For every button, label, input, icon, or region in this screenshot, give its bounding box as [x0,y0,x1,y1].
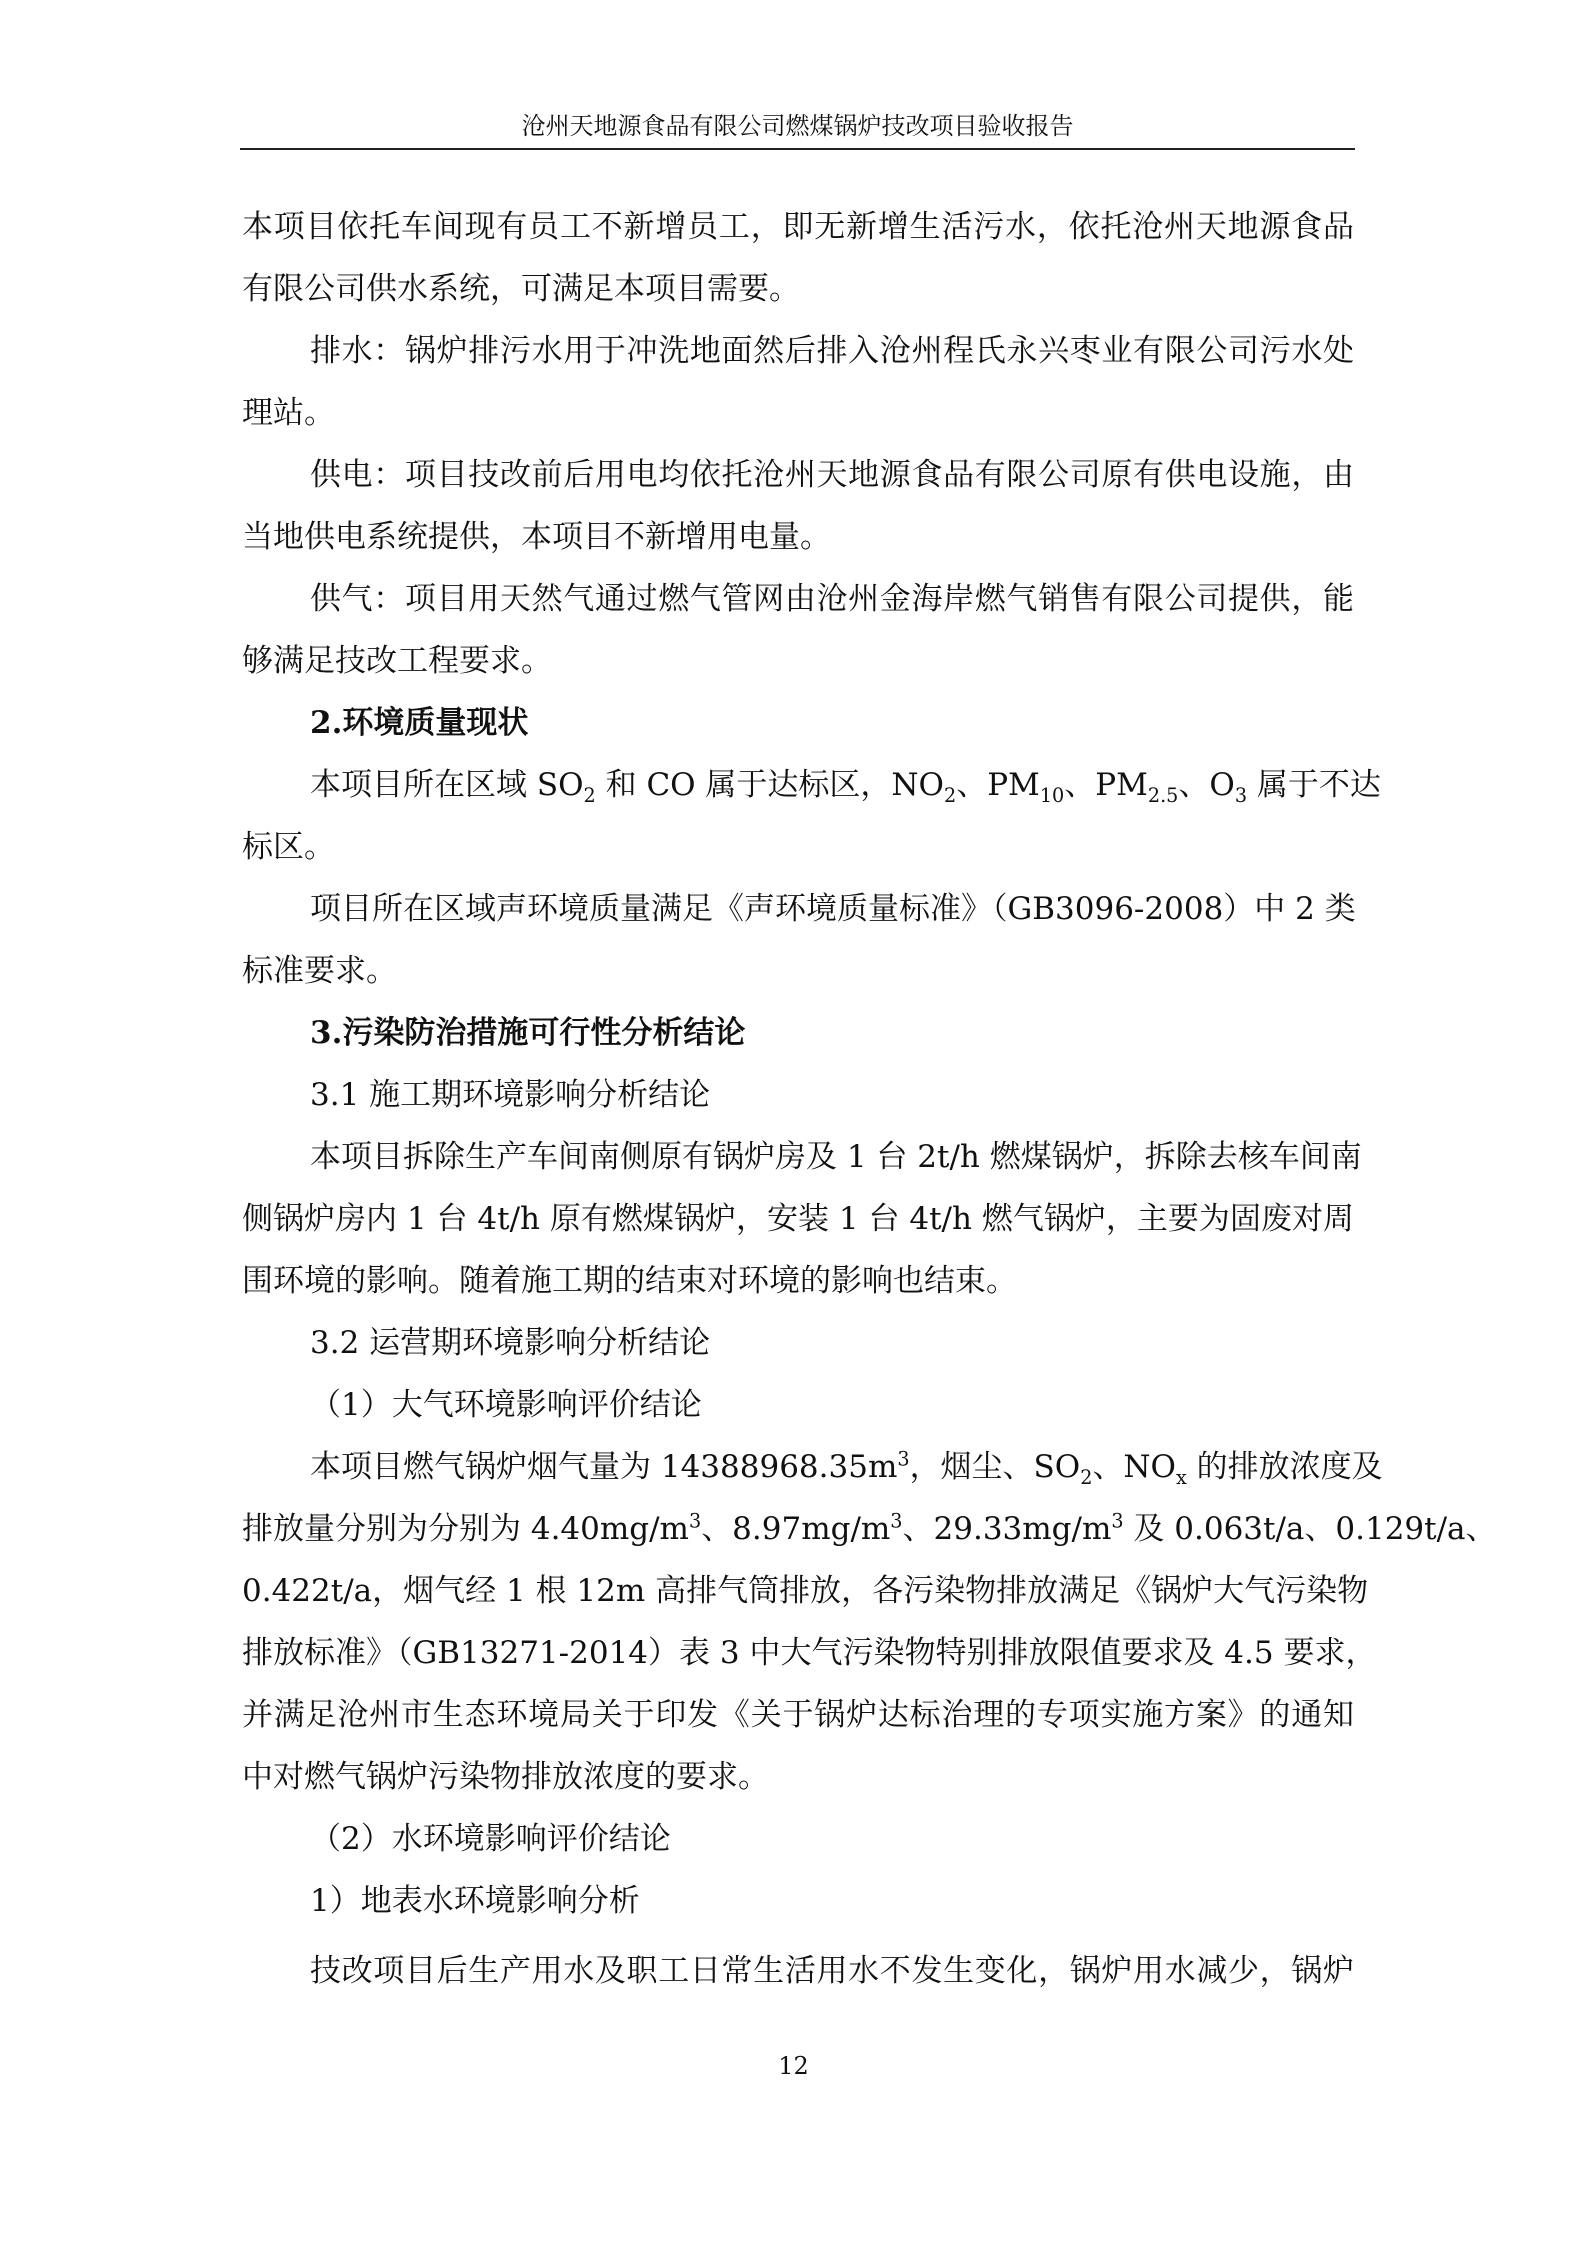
spacer [242,1932,1354,1940]
text-run: 及 0.063t/a、0.129t/a、 [1123,1511,1497,1547]
header-rule [240,148,1355,150]
subsection-heading-3-2: 3.2 运营期环境影响分析结论 [310,1325,711,1361]
paragraph-line: 围环境的影响。随着施工期的结束对环境的影响也结束。 [242,1263,1017,1299]
text-run: 和 CO 属于达标区，NO [595,767,944,803]
subsection-heading-3-1: 3.1 施工期环境影响分析结论 [310,1077,711,1113]
subscript: x [1175,1466,1187,1490]
text-run: 、PM [1064,767,1148,803]
paragraph-line: 排放标准》（GB13271-2014）表 3 中大气污染物特别排放限值要求及 4.5 要求， [242,1635,1377,1671]
paragraph-line: 排水：锅炉排污水用于冲洗地面然后排入沧州程氏永兴枣业有限公司污水处 [310,333,1354,369]
paragraph-line [242,1498,1497,1560]
paragraph-line: 中对燃气锅炉污染物排放浓度的要求。 [242,1759,769,1795]
text-run: 属于不达 [1247,767,1381,803]
superscript: 3 [1111,1509,1124,1533]
subscript: 2 [943,784,957,808]
subscript: 2.5 [1147,784,1179,808]
paragraph-line: 0.422t/a，烟气经 1 根 12m 高排气筒排放，各污染物排放满足《锅炉大气污染物 [242,1573,1369,1609]
text-run: 本项目所在区域 SO [310,767,584,803]
text-run: 、PM [956,767,1040,803]
paragraph-line: 本项目拆除生产车间南侧原有锅炉房及 1 台 2t/h 燃煤锅炉，拆除去核车间南 [310,1139,1362,1175]
paragraph-line: 技改项目后生产用水及职工日常生活用水不发生变化，锅炉用水减少，锅炉 [310,1953,1354,1989]
paragraph-line: 供气：项目用天然气通过燃气管网由沧州金海岸燃气销售有限公司提供，能 [310,581,1354,617]
text-run: 的排放浓度及 [1186,1449,1383,1485]
superscript: 3 [890,1509,903,1533]
subsection-heading-surface-water: 1）地表水环境影响分析 [310,1883,640,1919]
paragraph-line: 有限公司供水系统，可满足本项目需要。 [242,271,800,307]
subscript: 10 [1039,784,1065,808]
page-number: 12 [778,2052,809,2080]
paragraph-line: 标区。 [242,829,335,865]
subsection-heading-water: （2）水环境影响评价结论 [310,1821,671,1857]
paragraph-line: 侧锅炉房内 1 台 4t/h 原有燃煤锅炉，安装 1 台 4t/h 燃气锅炉，主要为固废对周 [242,1201,1354,1237]
subscript: 2 [1080,1466,1093,1490]
subscript: 3 [1234,784,1248,808]
paragraph-line: 标准要求。 [242,953,397,989]
paragraph-line: 供电：项目技改前后用电均依托沧州天地源食品有限公司原有供电设施，由 [310,457,1354,493]
paragraph-line: 项目所在区域声环境质量满足《声环境质量标准》（GB3096-2008）中 2 类 [310,891,1356,927]
paragraph-line [242,754,1381,816]
text-run: ，烟尘、SO [909,1449,1081,1485]
text-run: 本项目燃气锅炉烟气量为 14388968.35m [310,1449,898,1485]
body-content [242,196,1497,2002]
text-run: 、O [1178,767,1235,803]
text-run: 排放量分别为分别为 4.40mg/m [242,1511,689,1547]
section-heading-3: 3.污染防治措施可行性分析结论 [310,1015,746,1051]
superscript: 3 [688,1509,702,1533]
section-heading-2: 2.环境质量现状 [310,705,529,741]
text-run: 、29.33mg/m [902,1511,1112,1547]
text-run: 、NO [1092,1449,1176,1485]
paragraph-line [242,1436,1383,1498]
text-run: 、8.97mg/m [701,1511,891,1547]
subscript: 2 [583,784,596,808]
subsection-heading-atmosphere: （1）大气环境影响评价结论 [310,1387,702,1423]
paragraph-line: 本项目依托车间现有员工不新增员工，即无新增生活污水，依托沧州天地源食品 [242,209,1354,245]
paragraph-line: 当地供电系统提供，本项目不新增用电量。 [242,519,831,555]
running-header: 沧州天地源食品有限公司燃煤锅炉技改项目验收报告 [521,112,1074,140]
paragraph-line: 理站。 [242,395,335,431]
paragraph-line: 够满足技改工程要求。 [242,643,552,679]
paragraph-line: 并满足沧州市生态环境局关于印发《关于锅炉达标治理的专项实施方案》的通知 [242,1697,1354,1733]
superscript: 3 [897,1447,910,1471]
